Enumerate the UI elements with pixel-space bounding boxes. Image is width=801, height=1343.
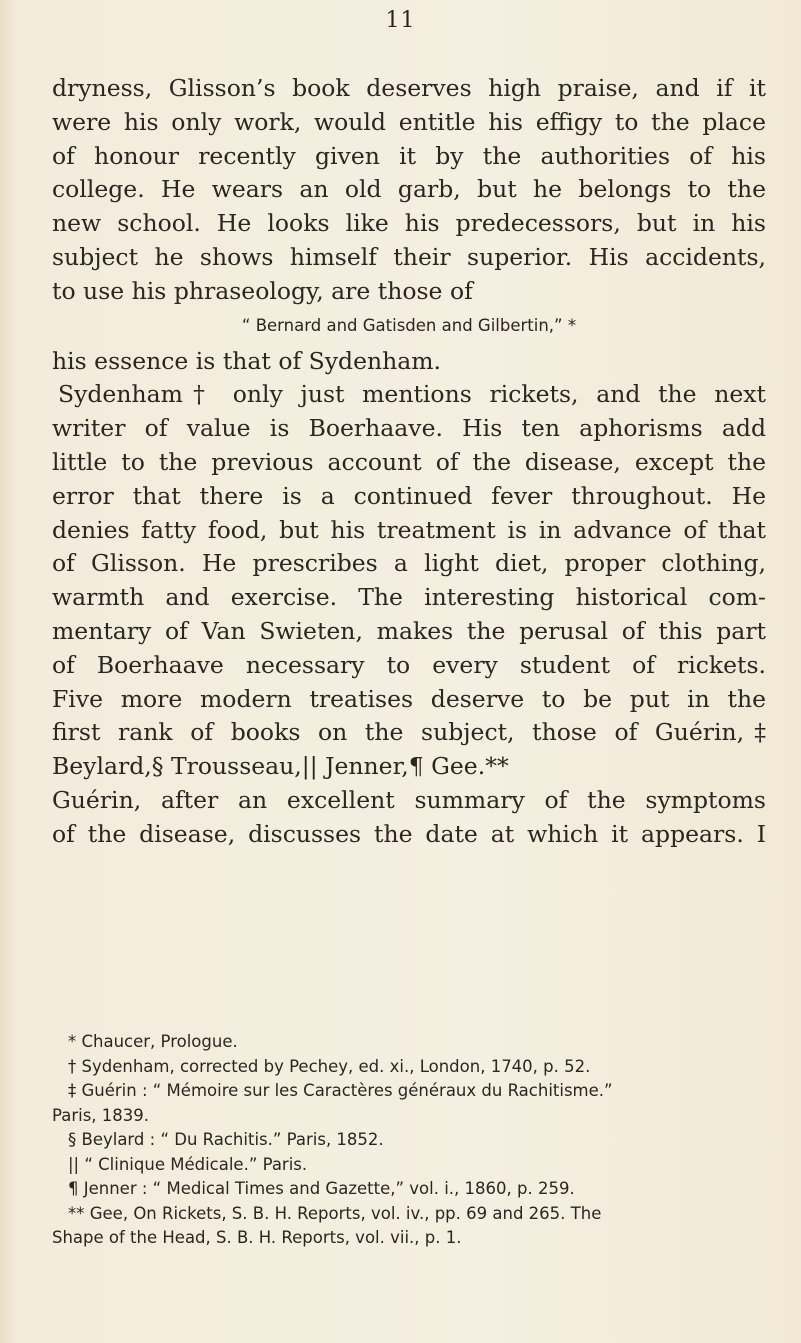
text-line: writer of value is Boerhaave. His ten aphorisms add [52,414,766,443]
text-line: were his only work, would entitle his effigy to the place [52,107,766,136]
text-line: mentary of Van Swieten, makes the perusal of this part [52,616,766,645]
page-number: 11 [385,8,416,33]
text-line: of Glisson. He prescribes a light diet, proper clothing, [52,549,766,578]
footnote: § Beylard : “ Du Rachitis.” Paris, 1852. [68,1130,384,1149]
text-line: of the disease, discusses the date at which it appears. I [52,819,766,848]
footnote: ‡ Guérin : “ Mémoire sur les Caractères généraux du Rachitisme.” [68,1081,613,1100]
main-text [52,72,766,852]
text-line: Guérin, after an excellent summary of the symptoms [52,785,766,814]
text-line: Five more modern treatises deserve to be put in the [52,684,766,713]
text-line: subject he shows himself their superior. His accidents, [52,242,766,271]
text-line: error that there is a continued fever throughout. He [52,481,766,510]
footnote: ** Gee, On Rickets, S. B. H. Reports, vol. iv., pp. 69 and 265. The [68,1203,602,1223]
text-line: dryness, Glisson’s book deserves high praise, and if it [52,74,766,102]
footnotes [52,1030,766,1251]
text-line: of Boerhaave necessary to every student of rickets. [52,650,766,679]
block-quote: “ Bernard and Gatisden and Gilbertin,” * [241,315,577,335]
text-line: new school. He looks like his predecessors, but in his [52,209,766,238]
text-line: little to the previous account of the disease, except the [52,447,766,476]
footnote: † Sydenham, corrected by Pechey, ed. xi., London, 1740, p. 52. [68,1056,591,1076]
footnote: * Chaucer, Prologue. [68,1032,238,1051]
text-line: denies fatty food, but his treatment is in advance of that [52,515,766,544]
text-line: of honour recently given it by the authorities of his [52,141,766,170]
text-line: college. He wears an old garb, but he belongs to the [52,175,766,204]
footnote-continuation: Shape of the Head, S. B. H. Reports, vol. vii., p. 1. [52,1228,462,1247]
footnote: || “ Clinique Médicale.” Paris. [68,1154,308,1174]
footnote: ¶ Jenner : “ Medical Times and Gazette,” vol. i., 1860, p. 259. [68,1179,575,1198]
text-line: warmth and exercise. The interesting historical com- [52,583,766,612]
text-line: to use his phraseology, are those of [52,276,473,305]
text-line: first rank of books on the subject, those of Guérin,‡ [52,718,766,747]
footnote-continuation: Paris, 1839. [52,1105,150,1125]
text-line: his essence is that of Sydenham. [52,346,442,375]
text-line: Sydenham† only just mentions rickets, and the next [58,380,766,409]
text-line: Beylard,§ Trousseau,|| Jenner,¶ Gee.** [52,752,509,781]
